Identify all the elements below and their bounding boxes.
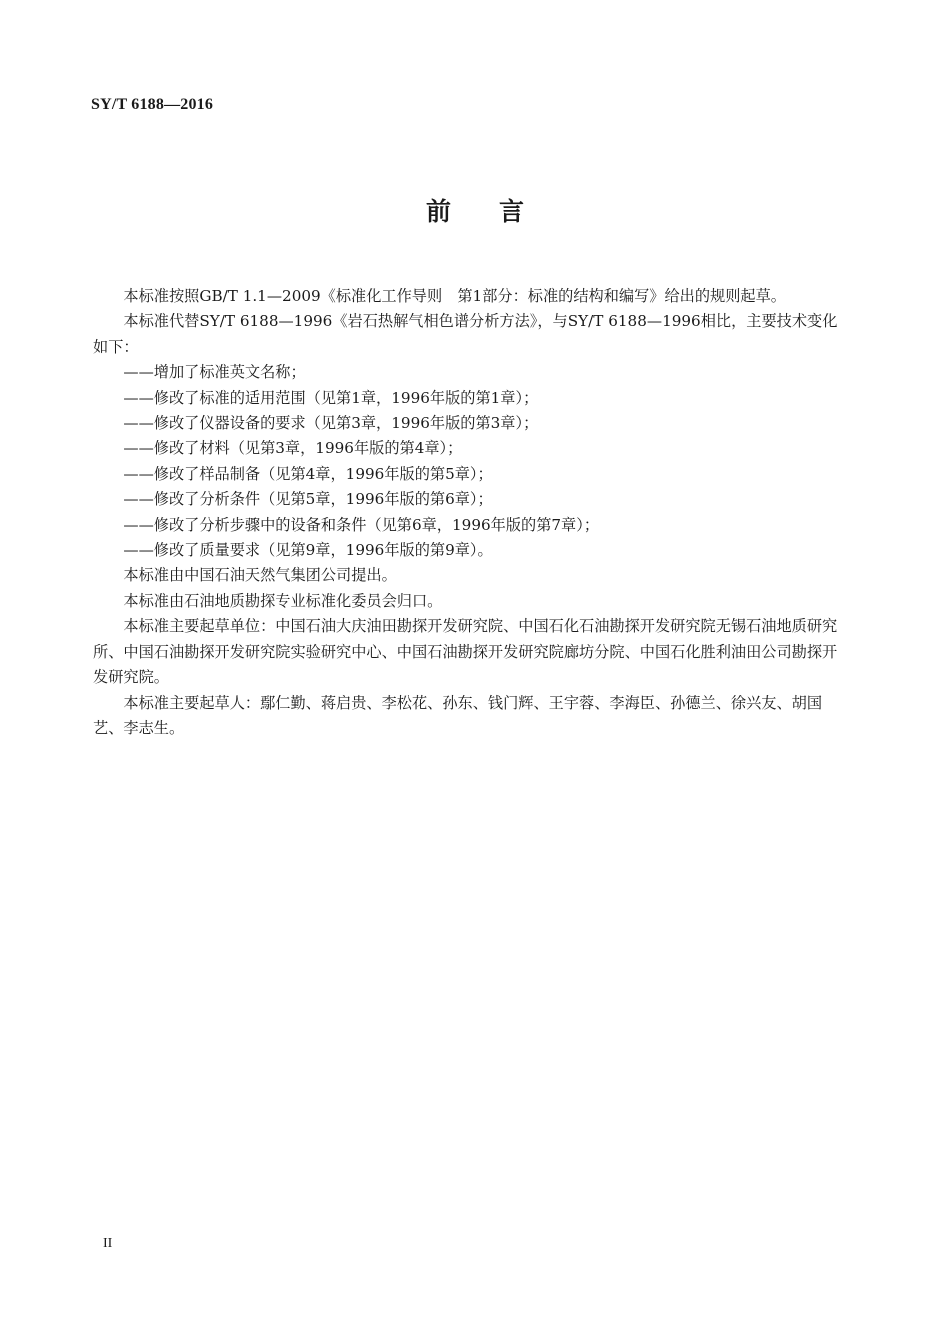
- paragraph-administrator: 本标准由石油地质勘探专业标准化委员会归口。: [123, 591, 443, 610]
- change-item: ——修改了分析步骤中的设备和条件（见第6章，1996年版的第7章）；: [123, 515, 600, 534]
- foreword-body: [93, 284, 841, 741]
- page-number: II: [103, 1236, 113, 1251]
- paragraph-drafters: 本标准主要起草人：鄢仁勤、蒋启贵、李松花、孙东、钱门辉、王宇蓉、李海臣、孙德兰、徐兴友、胡国艺、李志生。: [93, 693, 823, 737]
- change-item: ——修改了样品制备（见第4章，1996年版的第5章）；: [123, 464, 493, 483]
- paragraph-replacement: 本标准代替SY/T 6188—1996《岩石热解气相色谱分析方法》，与SY/T 6188—1996相比，主要技术变化如下：: [93, 312, 838, 356]
- change-item: ——修改了分析条件（见第5章，1996年版的第6章）；: [123, 490, 493, 509]
- paragraph-drafting-rules: 本标准按照GB/T 1.1—2009《标准化工作导则 第1部分：标准的结构和编写》给出的规则起草。: [123, 287, 786, 305]
- change-item: ——修改了质量要求（见第9章，1996年版的第9章）。: [123, 541, 493, 560]
- page-title: 前言: [425, 197, 572, 226]
- change-item: ——修改了标准的适用范围（见第1章，1996年版的第1章）；: [123, 388, 539, 407]
- change-item: ——修改了仪器设备的要求（见第3章，1996年版的第3章）；: [123, 414, 539, 433]
- change-item: ——增加了标准英文名称；: [123, 363, 306, 382]
- paragraph-drafting-units: 本标准主要起草单位：中国石油大庆油田勘探开发研究院、中国石化石油勘探开发研究院无锡石油地质研究所、中国石油勘探开发研究院实验研究中心、中国石油勘探开发研究院廊坊分院、中国石化胜利油田公司勘探开发研究院。: [93, 617, 838, 687]
- change-item: ——修改了材料（见第3章，1996年版的第4章）；: [123, 439, 463, 458]
- paragraph-proposer: 本标准由中国石油天然气集团公司提出。: [123, 566, 397, 585]
- standard-number: SY/T 6188—2016: [91, 96, 214, 113]
